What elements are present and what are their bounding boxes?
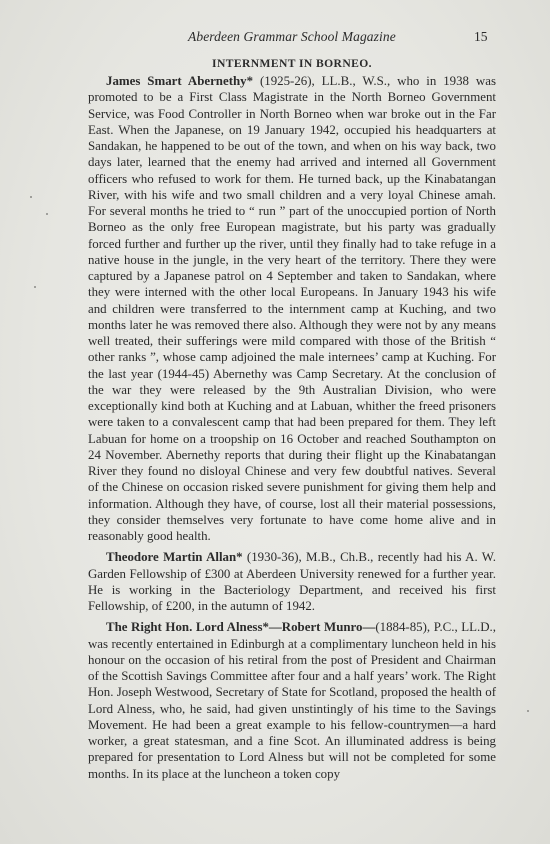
- entry-alness: [88, 619, 496, 782]
- margin-speck: [46, 213, 48, 215]
- entry-allan: [88, 549, 496, 614]
- entry-text: (1925-26), LL.B., W.S., who in 1938 was promoted to be a First Class Magistrate in the North Borneo Government Service, was Food Controller in North Borneo when war broke out in the Far East. When the Japanese, on 19 January 1942, occupied his headquarters at Sandakan, he happened to be out of the town, and when on his way back, two days later, learned that the enemy had arrived and interned all Government officers who refused to work for them. He turned back, up the Kinabatangan River, with his wife and two small children and a very loyal Chinese amah. For several months he tried to “ run ” part of the unoccupied portion of North Borneo as the only free European magistrate, but his party was gradually forced further and further up the river, until they finally had to take refuge in a native house in the jungle, in the very heart of the territory. There they were captured by a Japanese patrol on 4 September and taken to Sandakan, where they were interned with the other local Europeans. In January 1943 his wife and children were transferred to the internment camp at Kuching, and two months later he was removed there also. Although they were not by any means well treated, their sufferings were mild compared with those of the British “ other ranks ”, whose camp adjoined the male internees’ camp at Kuching. For the last year (1944-45) Abernethy was Camp Secretary. At the conclusion of the war they were released by the 9th Australian Division, who were exceptionally kind both at Kuching and at Labuan, whither the freed prisoners were taken to a convalescent camp that had been prepared for them. They left Labuan for home on a troopship on 16 October and reached Southampton on 24 November. Abernethy reports that during their flight up the Kinabatangan River they found no disloyal Chinese and very few doubtful natives. Several of the Chinese on occasion risked severe punishment for giving them help and information. Although they have, of course, lost all their material possessions, they consider themselves very fortunate to have come home alive and in reasonably good health.: [88, 74, 496, 543]
- person-name: Theodore Martin Allan*: [106, 550, 243, 565]
- margin-speck: [30, 196, 32, 198]
- entry-text: (1930-36), M.B., Ch.B., recently had his A. W. Garden Fellowship of £300 at Aberdeen University renewed for a further year. He is working in the Bacteriology Department, and received his first Fellowship, of £200, in the autumn of 1942.: [88, 550, 496, 613]
- page-number: 15: [474, 29, 488, 44]
- running-title: Aberdeen Grammar School Magazine: [188, 29, 396, 44]
- person-name: The Right Hon. Lord Alness*—Robert Munro—: [106, 620, 376, 635]
- section-heading: INTERNMENT IN BORNEO.: [212, 57, 372, 70]
- margin-speck: [34, 286, 36, 288]
- person-name: James Smart Abernethy*: [106, 74, 254, 88]
- entry-abernethy: [88, 73, 496, 544]
- page-header: [0, 29, 550, 49]
- margin-speck: [527, 710, 529, 712]
- article-body: [88, 73, 496, 787]
- entry-text: (1884-85), P.C., LL.D., was recently entertained in Edinburgh at a complimentary luncheon held in his honour on the occasion of his retiral from the post of President and Chairman of the Scottish Savings Committee after four and a half years’ work. The Right Hon. Joseph Westwood, Secretary of State for Scotland, proposed the health of Lord Alness, who, he said, had given unstintingly of his time to the Savings Movement. He had been a great example to his fellow-countrymen—a hard worker, a great statesman, and a fine Scot. An illuminated address is being prepared for presentation to Lord Alness but will not be completed for some months. In its place at the luncheon a token copy: [88, 620, 496, 781]
